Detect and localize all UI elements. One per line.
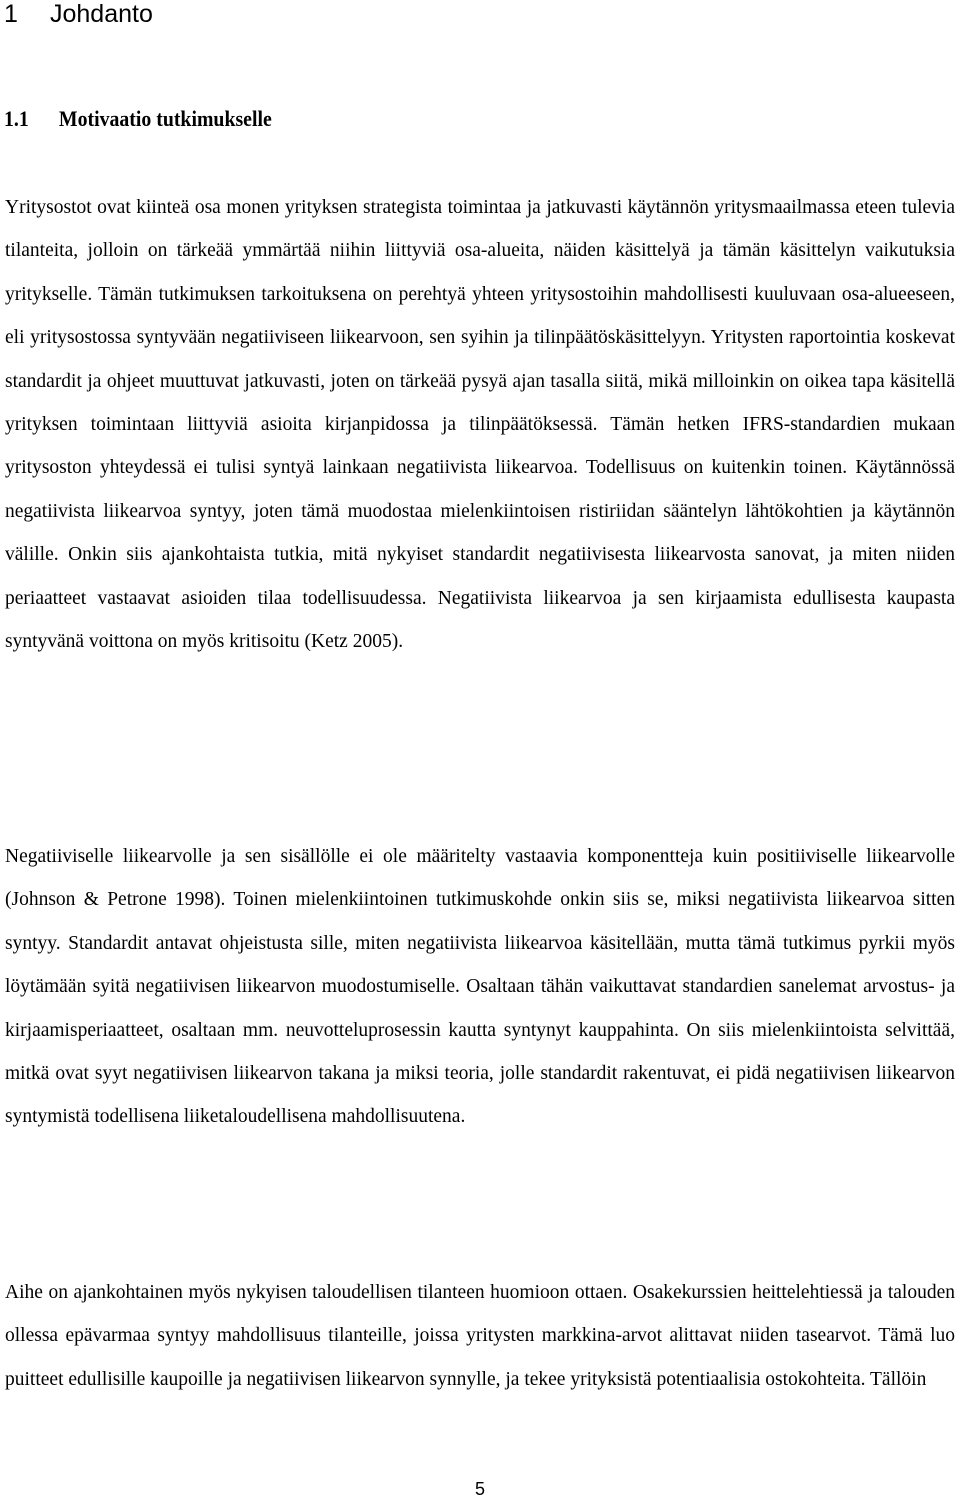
section-title: Motivaatio tutkimukselle [58,106,272,131]
section-heading [4,104,272,134]
paragraph-negative-goodwill: Negatiiviselle liikearvolle ja sen sisällölle ei ole määritelty vastaavia komponentteja kuin positiiviselle liikearvolle (Johnson & Petrone 1998). Toinen mielenkiintoinen tutkimuskohde onkin siis se, miksi negatiivista liikearvoa sitten syntyy. Standardit antavat ohjeistusta sille, miten negatiivista liikearvoa käsitellään, mutta tämä tutkimus pyrkii myös löytämään syitä negatiivisen liikearvon muodostumiselle. Osaltaan tähän vaikuttavat standardien sanelemat arvostus- ja kirjaamisperiaatteet, osaltaan mm. neuvotteluprosessin kautta syntynyt kauppahinta. On siis mielenkiintoista selvittää, mitkä ovat syyt negatiivisen liikearvon takana ja miksi teoria, jolle standardit rakentuvat, ei pidä negatiivisen liikearvon syntymistä todellisena liiketaloudellisena mahdollisuutena. [5,846,955,1128]
page-number: 5 [474,1479,485,1499]
chapter-title: Johdanto [50,0,153,28]
paragraph-topicality: Aihe on ajankohtainen myös nykyisen taloudellisen tilanteen huomioon ottaen. Osakekurssien heittelehtiessä ja talouden ollessa epävarmaa syntyy mahdollisuus tilanteille, joissa yritysten markkina-arvot alittavat niiden tasearvot. Tämä luo puitteet edullisille kaupoille ja negatiivisen liikearvon synnylle, ja tekee yrityksistä potentiaalisia ostokohteita. Tällöin [5,1282,955,1390]
chapter-heading [4,0,153,30]
section-number: 1.1 [4,106,29,131]
paragraph-motivation: Yritysostot ovat kiinteä osa monen yrityksen strategista toimintaa ja jatkuvasti käytännön yritysmaailmassa eteen tulevia tilanteita, jolloin on tärkeää ymmärtää niihin liittyviä osa-alueita, näiden käsittelyä ja tämän käsittelyn vaikutuksia yritykselle. Tämän tutkimuksen tarkoituksena on perehtyä yhteen yritysostoihin mahdollisesti kuuluvaan osa-alueeseen, eli yritysostossa syntyvään negatiiviseen liikearvoon, sen syihin ja tilinpäätöskäsittelyyn. Yritysten raportointia koskevat standardit ja ohjeet muuttuvat jatkuvasti, joten on tärkeää pysyä ajan tasalla siitä, mikä milloinkin on oikea tapa käsitellä yrityksen toimintaan liittyviä asioita kirjanpidossa ja tilinpäätöksessä. Tämän hetken IFRS-standardien mukaan yritysoston yhteydessä ei tulisi syntyä lainkaan negatiivista liikearvoa. Todellisuus on kuitenkin toinen. Käytännössä negatiivista liikearvoa syntyy, joten tämä muodostaa mielenkiintoisen ristiriidan sääntelyn lähtökohtien ja käytännön välille. Onkin siis ajankohtaista tutkia, mitä nykyiset standardit negatiivisesta liikearvosta sanovat, ja miten niiden periaatteet vastaavat asioiden tilaa todellisuudessa. Negatiivista liikearvoa ja sen kirjaamista edullisesta kaupasta syntyvänä voittona on myös kritisoitu (Ketz 2005). [5,197,955,653]
chapter-number: 1 [4,0,18,28]
